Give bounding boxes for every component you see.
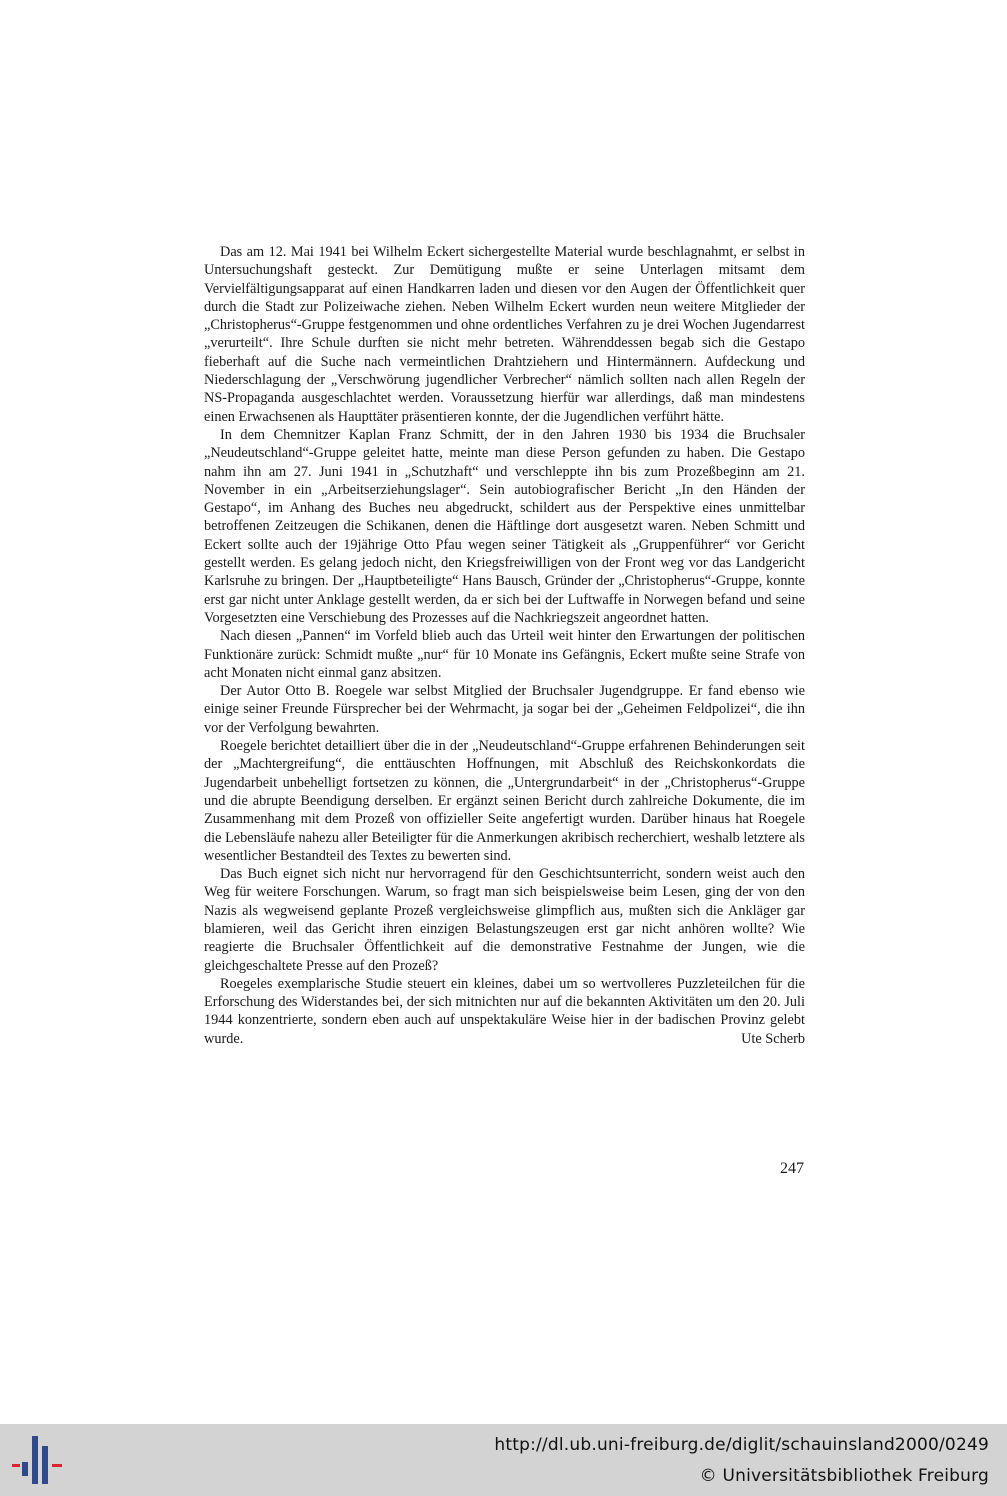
- paragraph-1: Das am 12. Mai 1941 bei Wilhelm Eckert sichergestellte Material wurde beschlagnahmt, er selbst in Untersuchungshaft gesteckt. Zur Demütigung mußte er seine Unterlagen mitsamt dem Vervielfältigungsapparat auf einen Handkarren laden und diesen vor den Augen der Öffentlichkeit quer durch die Stadt zur Polizeiwache ziehen. Neben Wilhelm Eckert wurden neun weitere Mitglieder der „Christopherus“-Gruppe festgenommen und ohne ordentliches Verfahren zu je drei Wochen Jugendarrest „verurteilt“. Ihre Schule durften sie nicht mehr betreten. Währenddessen begab sich die Gestapo fieberhaft auf die Suche nach vermeintlichen Drahtziehern und Hintermännern. Aufdeckung und Niederschlagung der „Verschwörung jugendlicher Verbrecher“ nämlich sollten nach allen Regeln der NS-Propaganda ausgeschlachtet werden. Voraussetzung hierfür war allerdings, daß man mindestens einen Erwachsenen als Haupttäter präsentieren konnte, der die Jugendlichen verführt hätte.: [204, 244, 805, 425]
- ub-freiburg-logo-icon: [12, 1434, 64, 1486]
- author-signature: Ute Scherb: [741, 1030, 805, 1047]
- paragraph-7-text: Roegeles exemplarische Studie steuert ein kleines, dabei um so wertvolleres Puzzleteilchen für die Erforschung des Widerstandes bei, der sich mitnichten nur auf die bekannten Aktivitäten um den 20. Juli 1944 konzentrierte, sondern eben auch auf unspektakuläre Weise hier in der badischen Provinz gelebt wurde.: [204, 975, 805, 1047]
- footer-bar: [0, 1424, 1007, 1496]
- permalink-url[interactable]: http://dl.ub.uni-freiburg.de/diglit/schauinsland2000/0249: [494, 1435, 989, 1455]
- paragraph-3: Nach diesen „Pannen“ im Vorfeld blieb auch das Urteil weit hinter den Erwartungen der politischen Funktionäre zurück: Schmidt mußte „nur“ für 10 Monate ins Gefängnis, Eckert mußte seine Strafe von acht Monaten nicht einmal ganz absitzen.: [204, 628, 805, 681]
- paragraph-6: Das Buch eignet sich nicht nur hervorragend für den Geschichtsunterricht, sondern weist auch den Weg für weitere Forschungen. Warum, so fragt man sich beispielsweise beim Lesen, ging der von den Nazis als wegweisend geplante Prozeß vergleichsweise glimpflich aus, mußten sich die Ankläger gar blamieren, weil das Gericht ihren einzigen Belastungszeugen erst gar nicht anhören wollte? Wie reagierte die Bruchsaler Öffentlichkeit auf die demonstrative Festnahme der Jungen, wie die gleichgeschaltete Presse auf den Prozeß?: [204, 866, 805, 974]
- paragraph-2: In dem Chemnitzer Kaplan Franz Schmitt, der in den Jahren 1930 bis 1934 die Bruchsaler „Neudeutschland“-Gruppe geleitet hatte, meinte man diese Person gefunden zu haben. Die Gestapo nahm ihn am 27. Juni 1941 in „Schutzhaft“ und verschleppte ihn bis zum Prozeßbeginn am 21. November in ein „Arbeitserziehungslager“. Sein autobiografischer Bericht „In den Händen der Gestapo“, im Anhang des Buches neu abgedruckt, schildert aus der Perspektive eines unmittelbar betroffenen Zeitzeugen die Schikanen, denen die Häftlinge dort ausgesetzt waren. Neben Schmitt und Eckert sollte auch der 19jährige Otto Pfau wegen seiner Tätigkeit als „Gruppenführer“ vor Gericht gestellt werden. Es gelang jedoch nicht, den Kriegsfreiwilligen von der Front weg vor das Landgericht Karlsruhe zu bringen. Der „Hauptbeteiligte“ Hans Bausch, Gründer der „Christopherus“-Gruppe, konnte erst gar nicht unter Anklage gestellt werden, da er sich bei der Luftwaffe in Norwegen befand und seine Vorgesetzten eine Verschiebung des Prozesses auf die Nachkriegszeit angeordnet hatten.: [204, 426, 805, 626]
- paragraph-7: [204, 975, 805, 1048]
- copyright-text: © Universitätsbibliothek Freiburg: [699, 1466, 989, 1486]
- paragraph-5: Roegele berichtet detailliert über die in der „Neudeutschland“-Gruppe erfahrenen Behinderungen seit der „Machtergreifung“, die enttäuschten Hoffnungen, mit Abschluß des Reichskonkordats die Jugendarbeit unbehelligt fortsetzen zu können, die „Untergrundarbeit“ in der „Christopherus“-Gruppe und die abrupte Beendigung derselben. Er ergänzt seinen Bericht durch zahlreiche Dokumente, die im Zusammenhang mit dem Prozeß von offizieller Seite angefertigt wurden. Darüber hinaus hat Roegele die Lebensläufe nahezu aller Beteiligter für die Anmerkungen akribisch recherchiert, weshalb letztere als wesentlicher Bestandteil des Textes zu bewerten sind.: [204, 738, 805, 864]
- page-number: 247: [780, 1160, 804, 1177]
- paragraph-4: Der Autor Otto B. Roegele war selbst Mitglied der Bruchsaler Jugendgruppe. Er fand ebenso wie einige seiner Freunde Fürsprecher bei der Wehrmacht, ja sogar bei der „Geheimen Feldpolizei“, die ihn vor der Verfolgung bewahrten.: [204, 683, 805, 736]
- review-text-block: [204, 243, 805, 1048]
